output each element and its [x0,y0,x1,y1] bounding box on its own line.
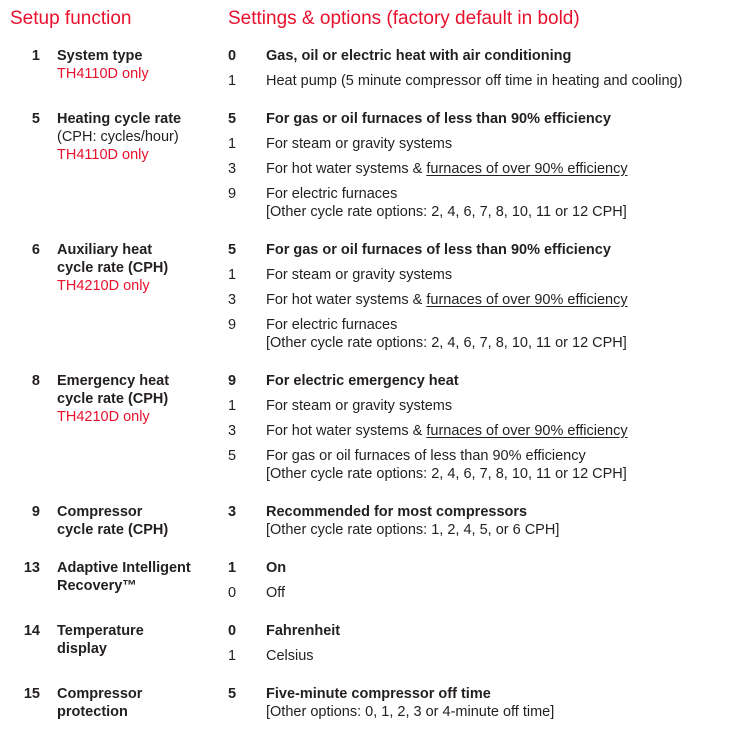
option-text [266,397,732,415]
function-row [10,685,732,721]
option-text [266,447,732,483]
option-number: 0 [228,47,237,64]
option-text [266,685,732,721]
option-row [228,447,732,483]
option-number: 1 [228,647,237,664]
option-row [228,266,732,284]
function-name-line: cycle rate (CPH) [57,390,169,407]
option-line [266,559,732,577]
underlined-text: furnaces of over 90% efficiency [426,422,628,439]
option-row [228,685,732,721]
option-number: 5 [228,110,237,127]
settings-options-header: Settings & options (factory default in bold) [228,8,580,29]
function-name [57,503,228,539]
option-row [228,135,732,153]
option-line [266,334,732,352]
option-line [266,266,732,284]
function-row [10,47,732,90]
function-name-line: (CPH: cycles/hour) [57,128,179,145]
underlined-text: furnaces of over 90% efficiency [426,291,628,308]
option-text [266,316,732,352]
options-list [228,685,732,721]
option-number: 9 [228,316,237,333]
function-name-line: System type [57,47,143,64]
option-row [228,647,732,665]
option-text-segment: [Other cycle rate options: 2, 4, 6, 7, 8, 10, 11 or 12 CPH] [266,334,627,351]
option-line [266,422,732,440]
function-name-line: Compressor [57,685,143,702]
option-text [266,372,732,390]
option-text-segment: Celsius [266,647,314,664]
option-text-segment: For steam or gravity systems [266,397,453,414]
option-line [266,685,732,703]
option-line [266,135,732,153]
option-row [228,291,732,309]
function-name-line: Heating cycle rate [57,110,182,127]
model-note: TH4110D only [57,146,149,163]
option-line [266,521,732,539]
option-row [228,422,732,440]
option-number: 5 [228,685,237,702]
option-text-segment: For hot water systems & [266,160,427,177]
function-row [10,241,732,352]
option-number: 9 [228,372,237,389]
option-line [266,647,732,665]
function-name [57,47,228,90]
option-text-segment: Gas, oil or electric heat with air conditioning [266,47,572,64]
option-line [266,397,732,415]
function-name-line: Compressor [57,503,143,520]
option-number: 1 [228,559,237,576]
option-text-segment: For gas or oil furnaces of less than 90% efficiency [266,447,586,464]
option-text-segment: [Other cycle rate options: 2, 4, 6, 7, 8, 10, 11 or 12 CPH] [266,203,627,220]
function-name-line: cycle rate (CPH) [57,259,169,276]
function-name-line: cycle rate (CPH) [57,521,169,538]
function-number: 9 [31,503,40,520]
function-name-line: Adaptive Intelligent [57,559,191,576]
options-list [228,47,732,90]
options-list [228,503,732,539]
option-row [228,110,732,128]
option-number: 3 [228,422,237,439]
option-line [266,503,732,521]
option-text-segment: For hot water systems & [266,291,427,308]
option-text [266,72,732,90]
option-text-segment: [Other cycle rate options: 2, 4, 6, 7, 8, 10, 11 or 12 CPH] [266,465,627,482]
option-text-segment: For gas or oil furnaces of less than 90% efficiency [266,110,611,127]
option-line [266,185,732,203]
option-text [266,160,732,178]
option-number: 0 [228,622,237,639]
function-name [57,110,228,221]
function-name-line: Recovery™ [57,577,137,594]
option-line [266,316,732,334]
option-text [266,110,732,128]
function-row [10,503,732,539]
option-number: 1 [228,72,237,89]
function-name-line: Emergency heat [57,372,170,389]
option-text [266,647,732,665]
options-list [228,622,732,665]
option-text [266,291,732,309]
option-text [266,135,732,153]
option-line [266,47,732,65]
setup-function-header: Setup function [10,8,132,29]
function-name-line: display [57,640,107,657]
option-text-segment: For electric emergency heat [266,372,459,389]
option-row [228,47,732,65]
options-list [228,241,732,352]
option-line [266,465,732,483]
option-text-segment: For gas or oil furnaces of less than 90% efficiency [266,241,611,258]
function-name [57,685,228,721]
option-line [266,584,732,602]
option-text-segment: Five-minute compressor off time [266,685,491,702]
function-name [57,559,228,602]
option-line [266,241,732,259]
option-row [228,72,732,90]
option-line [266,447,732,465]
option-line [266,110,732,128]
option-number: 5 [228,241,237,258]
option-text [266,241,732,259]
function-row [10,372,732,483]
table-body [10,47,732,721]
function-number: 8 [31,372,40,389]
option-text [266,622,732,640]
underlined-text: furnaces of over 90% efficiency [426,160,628,177]
function-row [10,559,732,602]
option-text [266,559,732,577]
option-row [228,372,732,390]
option-row [228,397,732,415]
function-number: 6 [31,241,40,258]
option-line [266,160,732,178]
model-note: TH4110D only [57,65,149,82]
option-text-segment: For electric furnaces [266,316,398,333]
option-row [228,160,732,178]
function-row [10,622,732,665]
function-name-line: Temperature [57,622,144,639]
function-name [57,241,228,352]
function-number: 5 [31,110,40,127]
option-text [266,503,732,539]
options-list [228,559,732,602]
option-number: 3 [228,291,237,308]
option-text [266,185,732,221]
option-text-segment: For steam or gravity systems [266,266,453,283]
option-line [266,291,732,309]
function-name [57,372,228,483]
option-line [266,372,732,390]
option-number: 0 [228,584,237,601]
option-number: 1 [228,135,237,152]
function-number: 1 [31,47,40,64]
option-text [266,422,732,440]
option-text [266,584,732,602]
option-row [228,622,732,640]
function-number: 14 [23,622,40,639]
option-text [266,47,732,65]
function-row [10,110,732,221]
option-text-segment: For electric furnaces [266,185,398,202]
option-number: 1 [228,266,237,283]
options-list [228,372,732,483]
option-number: 3 [228,160,237,177]
option-row [228,316,732,352]
option-text-segment: [Other cycle rate options: 1, 2, 4, 5, or 6 CPH] [266,521,560,538]
function-name [57,622,228,665]
option-row [228,241,732,259]
option-line [266,703,732,721]
option-text-segment: [Other options: 0, 1, 2, 3 or 4-minute off time] [266,703,555,720]
option-number: 5 [228,447,237,464]
option-line [266,203,732,221]
option-text-segment: For steam or gravity systems [266,135,453,152]
option-text [266,266,732,284]
option-text-segment: Heat pump (5 minute compressor off time in heating and cooling) [266,72,683,89]
table-header [10,8,732,31]
model-note: TH4210D only [57,408,150,425]
option-text-segment: For hot water systems & [266,422,427,439]
function-number: 15 [23,685,40,702]
option-text-segment: Off [266,584,286,601]
option-row [228,559,732,577]
options-list [228,110,732,221]
option-number: 3 [228,503,237,520]
option-text-segment: Recommended for most compressors [266,503,528,520]
function-name-line: protection [57,703,128,720]
option-line [266,72,732,90]
option-row [228,185,732,221]
option-text-segment: Fahrenheit [266,622,341,639]
option-row [228,584,732,602]
option-line [266,622,732,640]
model-note: TH4210D only [57,277,150,294]
option-number: 9 [228,185,237,202]
option-text-segment: On [266,559,287,576]
option-number: 1 [228,397,237,414]
function-number: 13 [23,559,40,576]
function-name-line: Auxiliary heat [57,241,153,258]
option-row [228,503,732,539]
